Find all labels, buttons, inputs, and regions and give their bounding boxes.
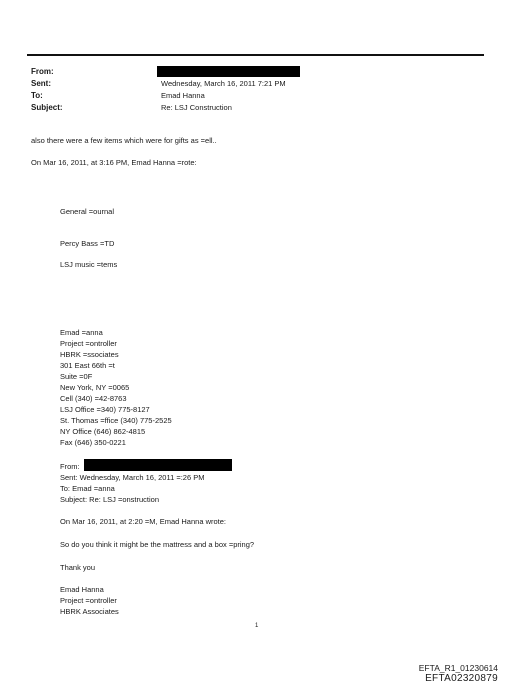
inner-from-label: From: bbox=[60, 462, 80, 471]
signature-line: LSJ Office =340) 775-8127 bbox=[60, 405, 150, 414]
inner-thanks: Thank you bbox=[60, 563, 96, 572]
quoted-line: General =ournal bbox=[60, 207, 114, 216]
footer-id-primary: EFTA_R1_01230614 bbox=[418, 663, 498, 673]
from-label: From: bbox=[31, 67, 54, 76]
closing-line: Emad Hanna bbox=[60, 585, 104, 594]
signature-line: HBRK =ssociates bbox=[60, 350, 119, 359]
subject-label: Subject: bbox=[31, 103, 63, 112]
signature-line: Fax (646) 350-0221 bbox=[60, 438, 126, 447]
redaction-block bbox=[157, 66, 300, 77]
inner-subject: Subject: Re: LSJ =onstruction bbox=[60, 495, 160, 504]
body-line: also there were a few items which were for gifts as =ell.. bbox=[31, 136, 217, 145]
redaction-block bbox=[84, 459, 232, 471]
inner-sent: Sent: Wednesday, March 16, 2011 =:26 PM bbox=[60, 473, 205, 482]
signature-line: Emad =anna bbox=[60, 328, 103, 337]
inner-wrote: On Mar 16, 2011, at 2:20 =M, Emad Hanna wrote: bbox=[60, 517, 226, 526]
quoted-line: Percy Bass =TD bbox=[60, 239, 115, 248]
signature-line: Suite =0F bbox=[60, 372, 93, 381]
signature-line: 301 East 66th =t bbox=[60, 361, 115, 370]
subject-value: Re: LSJ Construction bbox=[161, 103, 232, 112]
signature-line: Cell (340) =42-8763 bbox=[60, 394, 127, 403]
signature-line: New York, NY =0065 bbox=[60, 383, 130, 392]
inner-question: So do you think it might be the mattress and a box =pring? bbox=[60, 540, 255, 549]
reply-header: On Mar 16, 2011, at 3:16 PM, Emad Hanna =rote: bbox=[31, 158, 197, 167]
quoted-line: LSJ music =tems bbox=[60, 260, 118, 269]
sent-value: Wednesday, March 16, 2011 7:21 PM bbox=[161, 79, 286, 88]
signature-line: Project =ontroller bbox=[60, 339, 117, 348]
inner-to: To: Emad =anna bbox=[60, 484, 115, 493]
signature-line: St. Thomas =ffice (340) 775-2525 bbox=[60, 416, 172, 425]
page-number: 1 bbox=[255, 623, 259, 629]
sent-label: Sent: bbox=[31, 79, 51, 88]
to-value: Emad Hanna bbox=[161, 91, 205, 100]
closing-line: HBRK Associates bbox=[60, 607, 119, 616]
closing-line: Project =ontroller bbox=[60, 596, 117, 605]
to-label: To: bbox=[31, 91, 43, 100]
signature-line: NY Office (646) 862-4815 bbox=[60, 427, 146, 436]
header-divider bbox=[27, 54, 484, 56]
footer-id-secondary: EFTA02320879 bbox=[425, 673, 498, 684]
